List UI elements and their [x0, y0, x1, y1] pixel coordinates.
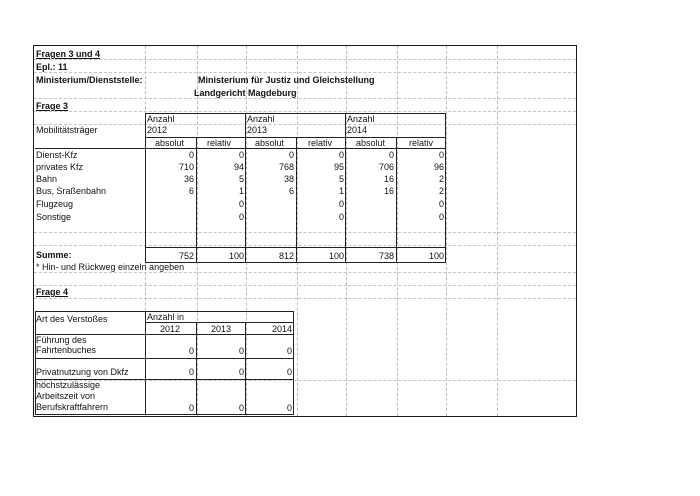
epl-label: Epl.: 11: [36, 62, 68, 72]
cell-value: 0: [438, 212, 444, 222]
row-label: Fahrtenbuches: [36, 345, 97, 355]
frage3-anzahl-2014: Anzahl: [347, 114, 375, 124]
frage4-year-2013: 2013: [210, 324, 231, 334]
cell-value: 1: [338, 186, 344, 196]
sum-label: Summe:: [36, 250, 72, 260]
sum-value: 100: [428, 251, 444, 261]
sum-value: 812: [278, 251, 294, 261]
sum-value: 752: [178, 251, 194, 261]
cell-value: 2: [438, 174, 444, 184]
frage3-year-2012: 2012: [147, 125, 168, 135]
cell-value: 5: [238, 174, 244, 184]
frage3-anzahl-2013: Anzahl: [247, 114, 275, 124]
cell-value: 0: [286, 403, 292, 413]
col-absolut-2012: absolut: [155, 138, 185, 148]
cell-value: 0: [438, 150, 444, 160]
col-relativ-2013: relativ: [308, 138, 333, 148]
cell-value: 6: [188, 186, 194, 196]
row-label: Privatnutzung von Dkfz: [36, 367, 129, 377]
col-absolut-2013: absolut: [255, 138, 285, 148]
cell-value: 0: [188, 403, 194, 413]
court-value: Landgericht Magdeburg: [194, 88, 297, 98]
cell-value: 0: [438, 199, 444, 209]
row-label: Berufskraftfahrern: [36, 402, 109, 412]
cell-value: 768: [278, 162, 294, 172]
cell-value: 0: [238, 346, 244, 356]
row-label: Flugzeug: [36, 199, 74, 209]
footnote: * Hin- und Rückweg einzeln angeben: [36, 262, 185, 272]
row-label: Bus, Sraßenbahn: [36, 186, 107, 196]
cell-value: 95: [333, 162, 344, 172]
cell-value: 2: [438, 186, 444, 196]
row-label: Führung des: [36, 335, 87, 345]
row-label: privates Kfz: [36, 162, 84, 172]
frage4-row-label: Art des Verstoßes: [36, 314, 108, 324]
cell-value: 16: [383, 186, 394, 196]
cell-value: 0: [288, 150, 294, 160]
cell-value: 96: [433, 162, 444, 172]
cell-value: 706: [378, 162, 394, 172]
frage3-row-label: Mobilitätsträger: [36, 125, 98, 135]
frage3-heading: Frage 3: [36, 101, 69, 111]
col-relativ-2014: relativ: [409, 138, 434, 148]
frage3-year-2013: 2013: [247, 125, 268, 135]
cell-value: 5: [338, 174, 344, 184]
row-label: Arbeitszeit von: [36, 391, 96, 401]
ministry-label: Ministerium/Dienststelle:: [36, 75, 143, 85]
row-label: Dienst-Kfz: [36, 150, 78, 160]
row-label: höchstzulässige: [36, 380, 101, 390]
cell-value: 0: [188, 346, 194, 356]
frage4-year-2012: 2012: [159, 324, 180, 334]
sum-value: 100: [228, 251, 244, 261]
cell-value: 94: [233, 162, 244, 172]
cell-value: 0: [238, 150, 244, 160]
cell-value: 36: [183, 174, 194, 184]
row-label: Bahn: [36, 174, 58, 184]
cell-value: 0: [338, 150, 344, 160]
ministry-value: Ministerium für Justiz und Gleichstellung: [198, 75, 375, 85]
row-label: Sonstige: [36, 212, 72, 222]
cell-value: 0: [338, 212, 344, 222]
cell-value: 6: [288, 186, 294, 196]
cell-value: 0: [238, 212, 244, 222]
cell-value: 0: [338, 199, 344, 209]
col-absolut-2014: absolut: [356, 138, 386, 148]
cell-value: 16: [383, 174, 394, 184]
frage3-year-2014: 2014: [347, 125, 368, 135]
cell-value: 0: [238, 367, 244, 377]
cell-value: 0: [286, 346, 292, 356]
frage3-anzahl-2012: Anzahl: [147, 114, 175, 124]
col-relativ-2012: relativ: [207, 138, 232, 148]
sum-value: 100: [328, 251, 344, 261]
page-title: Fragen 3 und 4: [36, 49, 101, 59]
cell-value: 0: [238, 199, 244, 209]
cell-value: 38: [283, 174, 294, 184]
frage4-anzahl: Anzahl in: [147, 312, 185, 322]
cell-value: 710: [178, 162, 194, 172]
frage4-heading: Frage 4: [36, 287, 69, 297]
cell-value: 1: [238, 186, 244, 196]
cell-value: 0: [188, 150, 194, 160]
cell-value: 0: [286, 367, 292, 377]
frage4-year-2014: 2014: [271, 324, 292, 334]
cell-value: 0: [388, 150, 394, 160]
cell-value: 0: [188, 367, 194, 377]
sum-value: 738: [378, 251, 394, 261]
cell-value: 0: [238, 403, 244, 413]
